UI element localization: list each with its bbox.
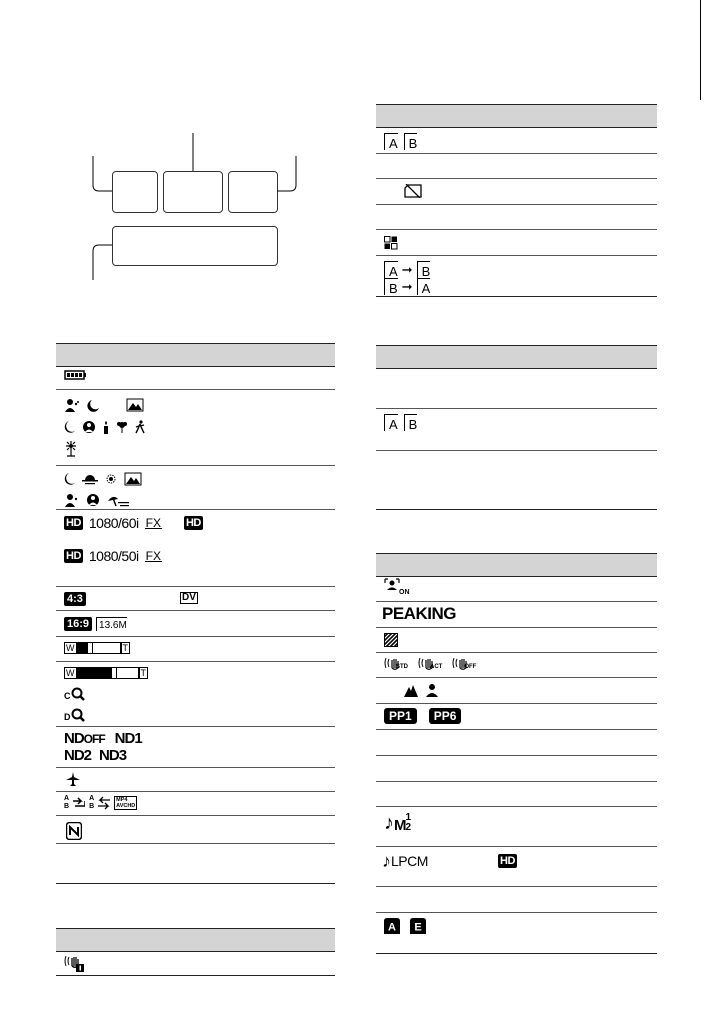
steadyshot-std-icon: STD xyxy=(384,656,408,670)
landscape-icon xyxy=(126,398,144,412)
nd-label: ND xyxy=(99,747,119,764)
digital-zoom-letter: D xyxy=(64,712,71,722)
table-a-row-zoom-bar-wide xyxy=(64,667,148,679)
table-e-divider xyxy=(376,886,657,887)
table-e-row-peaking xyxy=(382,605,456,622)
portrait-icon xyxy=(64,398,80,412)
slot-b-icon: B xyxy=(417,261,431,278)
spotlight-icon xyxy=(104,472,118,486)
steadyshot-icon xyxy=(64,954,86,972)
table-d-bottom-rule xyxy=(376,509,657,510)
table-a-divider xyxy=(56,509,335,510)
table-d-row-media-slots xyxy=(384,414,417,431)
page-edge-rule xyxy=(700,0,701,100)
zoom-wide-label: W xyxy=(66,668,75,678)
table-e-row-ae-af xyxy=(384,918,426,934)
format-1080-50i: 1080/50i xyxy=(88,548,139,564)
table-a-row-digital-zoom xyxy=(64,707,85,722)
fx-label: FX xyxy=(145,515,161,530)
table-c-divider xyxy=(376,178,657,179)
arrow-right-icon: ➞ xyxy=(401,279,413,294)
slot-ab-label: A B xyxy=(64,795,70,810)
steadyshot-off-icon: OFF xyxy=(452,656,476,670)
arrow-right-icon: ➞ xyxy=(401,262,413,277)
table-c-divider xyxy=(376,204,657,205)
table-e-row-lpcm xyxy=(382,852,428,870)
magnifier-icon xyxy=(71,708,85,722)
photo-size-label: 13.6M xyxy=(96,617,127,631)
nd-3-label: 3 xyxy=(118,747,127,764)
table-e-divider xyxy=(376,601,657,602)
table-a-divider xyxy=(56,465,335,466)
table-a-row-clear-zoom xyxy=(64,686,85,701)
table-e-header xyxy=(376,553,657,577)
table-e-divider xyxy=(376,912,657,913)
table-c-divider xyxy=(376,255,657,256)
zoom-bar xyxy=(77,642,121,654)
table-e-divider xyxy=(376,729,657,730)
table-a-bottom-rule xyxy=(56,883,335,884)
table-d-divider xyxy=(376,408,657,409)
table-a-divider xyxy=(56,389,335,390)
battery-icon xyxy=(64,369,88,381)
table-b-bottom-rule xyxy=(56,975,335,976)
hd-icon: HD xyxy=(66,550,81,562)
table-a-divider xyxy=(56,767,335,768)
table-a-row-nd-filters-2 xyxy=(64,748,126,763)
table-a-row-nd-filters xyxy=(64,731,142,746)
table-a-row-auto-scenes xyxy=(64,472,142,486)
slot-b-icon: B xyxy=(384,278,398,295)
backlight-icon xyxy=(86,493,100,507)
pp6-badge: PP6 xyxy=(429,708,462,724)
relay-arrow-icon xyxy=(73,796,85,810)
nd-label: ND xyxy=(64,747,84,764)
mountain-icon xyxy=(404,683,418,697)
zoom-bar xyxy=(77,667,139,679)
zoom-tele-label: T xyxy=(140,668,146,678)
pp1-badge: PP1 xyxy=(384,708,417,724)
slot-a-icon: A xyxy=(384,261,398,278)
format-1080-60i: 1080/60i xyxy=(88,515,139,531)
table-a-row-scenes-2 xyxy=(64,420,146,434)
table-d-header xyxy=(376,345,657,369)
table-c-row-relay-b-a xyxy=(384,278,430,295)
table-a-row-dv xyxy=(180,592,198,604)
table-e-divider xyxy=(376,846,657,847)
table-c-row-media-slots xyxy=(384,133,417,150)
table-a-row-nfc xyxy=(66,822,82,840)
hd-icon: HD xyxy=(66,517,81,529)
table-c-row-relay-a-b xyxy=(384,261,430,278)
nfc-icon xyxy=(66,822,82,840)
hd-icon: HD xyxy=(185,517,201,529)
night-icon xyxy=(86,398,100,412)
portrait-icon xyxy=(64,493,80,507)
table-a-header xyxy=(56,343,335,367)
music-note-icon: ♪ xyxy=(382,851,391,871)
table-a-row-zoom-bar xyxy=(64,642,130,654)
nd-2-label: 2 xyxy=(83,747,92,764)
candle-icon xyxy=(102,420,110,434)
table-c-divider xyxy=(376,229,657,230)
table-a-row-battery xyxy=(64,369,88,381)
fireworks-icon xyxy=(64,441,78,457)
table-a-row-hd-50i xyxy=(64,549,162,563)
table-e-divider xyxy=(376,652,657,653)
lpcm-label: LPCM xyxy=(391,853,428,869)
table-b-header xyxy=(56,928,335,952)
nd-label: ND xyxy=(64,730,84,747)
dv-icon: DV xyxy=(182,592,196,603)
table-e-bottom-rule xyxy=(376,953,657,954)
zoom-wide-label: W xyxy=(66,643,75,653)
moon-icon xyxy=(64,472,76,486)
table-a-divider xyxy=(56,843,335,844)
aspect-16-9-badge: 16:9 xyxy=(64,617,92,631)
person-icon xyxy=(426,683,438,697)
table-a-row-hd-60i xyxy=(64,516,203,530)
landscape-icon xyxy=(124,472,142,486)
table-a-row-scenes xyxy=(64,398,144,412)
table-e-row-focus-range xyxy=(404,683,438,697)
table-c-row-no-card xyxy=(404,184,422,198)
table-a-divider xyxy=(56,636,335,637)
slot-b-icon: B xyxy=(404,414,418,431)
beach-icon xyxy=(106,493,130,507)
face-on-label: ON xyxy=(399,588,410,596)
table-b-row-steadyshot xyxy=(64,954,86,972)
table-a-row-airplane xyxy=(66,772,80,786)
nd-off-label: OFF xyxy=(83,731,105,746)
format-stack-label: MP4 AVCHD xyxy=(116,797,136,809)
slot-ab-label: A B xyxy=(89,795,95,810)
clear-zoom-letter: C xyxy=(64,691,71,701)
backlight-icon xyxy=(82,420,96,434)
table-c-header xyxy=(376,104,657,128)
table-e-divider xyxy=(376,755,657,756)
nd-1-label: 1 xyxy=(134,730,142,747)
table-d-divider xyxy=(376,450,657,451)
svg-text:A: A xyxy=(388,921,396,934)
slot-a-icon: A xyxy=(384,133,398,150)
fx-label: FX xyxy=(145,548,161,563)
table-a-divider xyxy=(56,661,335,662)
table-e-divider xyxy=(376,806,657,807)
sunset-icon xyxy=(82,472,98,486)
table-c-row-grid xyxy=(384,236,398,250)
table-e-divider xyxy=(376,703,657,704)
svg-text:E: E xyxy=(414,921,422,934)
zoom-tele-label: T xyxy=(122,643,128,653)
table-c-divider xyxy=(376,153,657,154)
airplane-icon xyxy=(66,772,80,786)
no-card-icon xyxy=(404,184,422,198)
table-e-row-picture-profile xyxy=(384,708,461,724)
table-e-divider xyxy=(376,781,657,782)
table-e-row-zebra xyxy=(384,633,398,647)
table-a-divider xyxy=(56,586,335,587)
table-e-row-face-detect xyxy=(384,578,410,596)
table-a-divider xyxy=(56,815,335,816)
audio-channel-label: 1 2 xyxy=(405,811,412,833)
steadyshot-active-icon: ACT xyxy=(418,656,442,670)
simul-arrow-icon xyxy=(98,796,110,810)
table-a-divider xyxy=(56,610,335,611)
table-e-row-steadyshot-modes xyxy=(384,656,476,670)
af-badge-icon xyxy=(410,918,426,934)
magnifier-icon xyxy=(71,687,85,701)
table-a-row-aspect-4-3 xyxy=(64,592,86,606)
table-a-row-scenes-3 xyxy=(64,441,78,457)
macro-icon xyxy=(116,420,128,434)
slot-a-icon: A xyxy=(384,414,398,431)
table-e-row-audio-mode xyxy=(384,812,411,833)
table-a-row-dual-rec xyxy=(64,795,137,811)
table-e-divider xyxy=(376,677,657,678)
sports-icon xyxy=(134,420,146,434)
table-e-divider xyxy=(376,627,657,628)
aspect-4-3-badge: 4:3 xyxy=(64,592,86,606)
ae-badge-icon xyxy=(384,918,400,934)
nd-label: ND xyxy=(114,730,135,747)
table-a-row-aspect-16-9 xyxy=(64,617,127,631)
peaking-label: PEAKING xyxy=(382,604,456,623)
grid-icon xyxy=(384,236,398,250)
moon-icon xyxy=(64,420,76,434)
table-a-row-auto-scenes-2 xyxy=(64,493,130,507)
table-a-divider xyxy=(56,726,335,727)
slot-a-icon: A xyxy=(417,278,431,295)
audio-mode-label: M xyxy=(394,817,406,834)
table-c-bottom-rule xyxy=(376,296,657,297)
table-a-divider xyxy=(56,791,335,792)
slot-b-icon: B xyxy=(404,133,418,150)
table-e-row-lpcm-hd xyxy=(498,854,517,868)
music-note-icon: ♪ xyxy=(384,811,394,834)
diagram-leader-lines xyxy=(0,0,320,290)
zebra-icon xyxy=(384,633,398,647)
hd-icon: HD xyxy=(500,855,515,867)
